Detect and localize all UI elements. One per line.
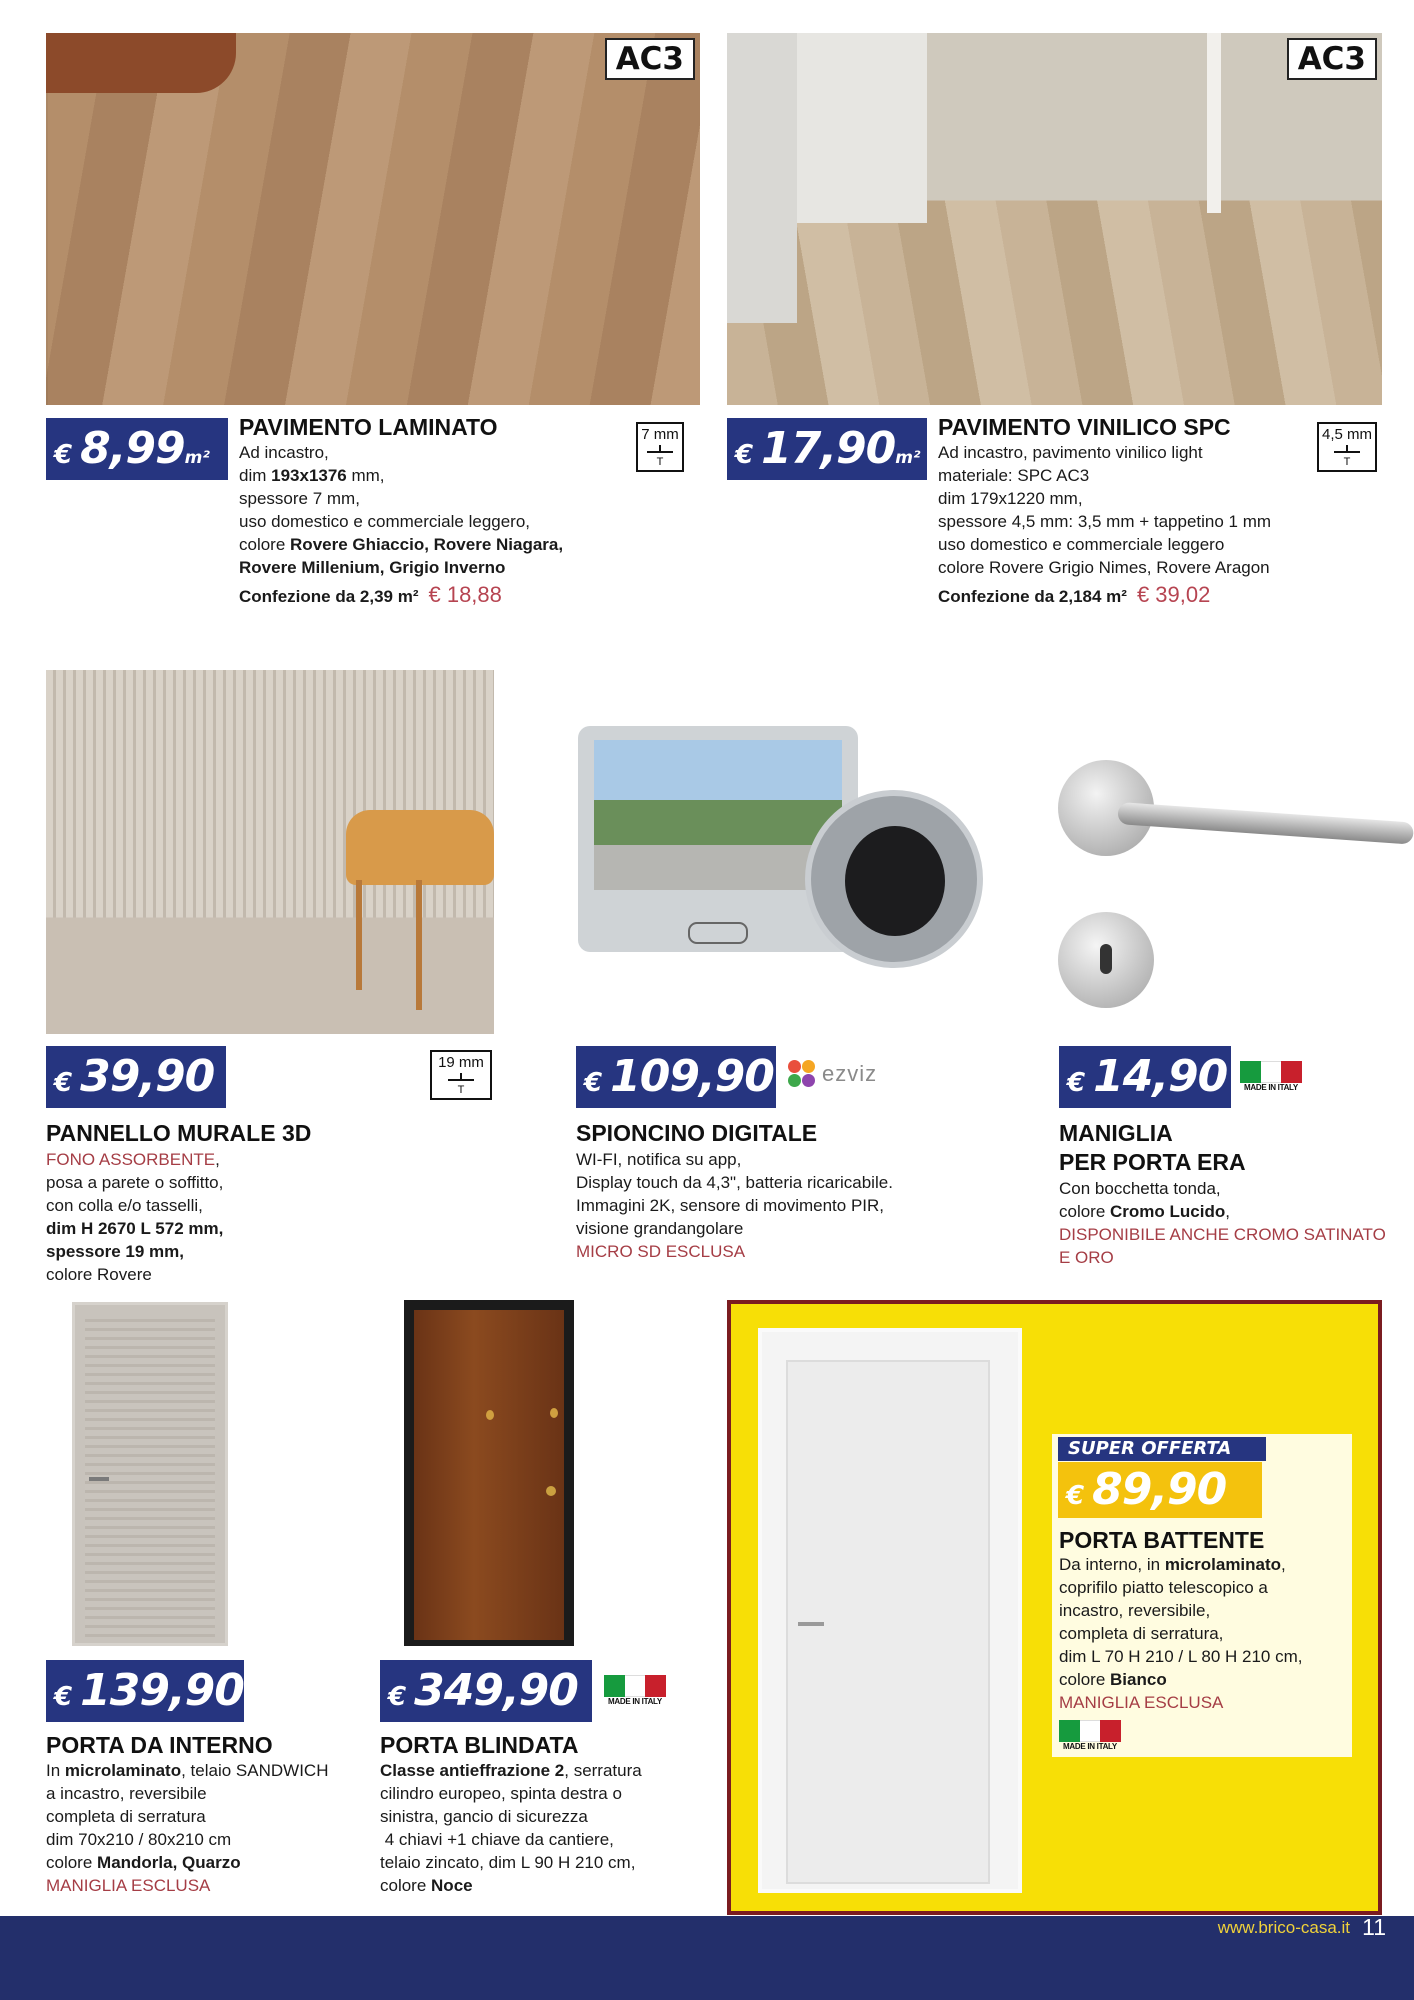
chair-leg xyxy=(356,880,362,990)
laminate-floor-photo xyxy=(46,33,700,405)
armored-door-photo xyxy=(404,1300,574,1646)
pannello-line-5: colore Rovere xyxy=(46,1265,152,1284)
spioncino-description xyxy=(576,1148,893,1263)
porta-battente-line-4: completa di serratura, xyxy=(1059,1624,1224,1643)
price-value: 139,90 xyxy=(80,1665,244,1716)
porta-blindata-line-4: 4 chiavi +1 chiave da cantiere, xyxy=(380,1830,614,1849)
pannello-line-1: posa a parete o soffitto, xyxy=(46,1173,224,1192)
porta-blindata-line-2: cilindro europeo, spinta destra o xyxy=(380,1784,622,1803)
laminato-line-dim: dim 193x1376 mm, xyxy=(239,466,385,485)
pannello-line-4: spessore 19 mm, xyxy=(46,1242,184,1261)
porta-battente-line-5: dim L 70 H 210 / L 80 H 210 cm, xyxy=(1059,1647,1303,1666)
price-unit: m² xyxy=(184,448,210,468)
super-offerta-label: SUPER OFFERTA xyxy=(1058,1437,1266,1461)
porta-blindata-description xyxy=(380,1759,642,1897)
thickness-icon: 19 mm T xyxy=(430,1050,492,1100)
porta-interno-price-tag xyxy=(46,1660,244,1722)
ac3-badge: AC3 xyxy=(605,38,695,80)
price-value: 109,90 xyxy=(610,1051,774,1102)
table-leg xyxy=(1207,33,1221,213)
currency-symbol: € xyxy=(584,1068,603,1098)
spioncino-price-tag xyxy=(576,1046,776,1108)
maniglia-red-1: DISPONIBILE ANCHE CROMO SATINATO xyxy=(1059,1225,1386,1244)
spioncino-red-line: MICRO SD ESCLUSA xyxy=(576,1242,746,1261)
porta-battente-line-2: coprifilo piatto telescopico a xyxy=(1059,1578,1268,1597)
laminato-line-colore: colore Rovere Ghiaccio, Rovere Niagara, xyxy=(239,535,564,554)
maniglia-red-2: E ORO xyxy=(1059,1248,1114,1267)
price-value: 39,90 xyxy=(80,1051,215,1102)
laminato-pack: Confezione da 2,39 m² € 18,88 xyxy=(239,582,502,607)
porta-battente-title: PORTA BATTENTE xyxy=(1059,1527,1265,1553)
thickness-icon: 4,5 mm T xyxy=(1317,422,1377,472)
pannello-description xyxy=(46,1148,223,1286)
maniglia-title: MANIGLIA PER PORTA ERA xyxy=(1059,1120,1246,1175)
porta-interno-line-1: In microlaminato, telaio SANDWICH xyxy=(46,1761,329,1780)
porta-blindata-title: PORTA BLINDATA xyxy=(380,1732,579,1758)
spioncino-title: SPIONCINO DIGITALE xyxy=(576,1120,818,1146)
ezviz-logo xyxy=(788,1060,877,1088)
porta-battente-price-tag xyxy=(1058,1462,1262,1518)
vinilico-line-2: materiale: SPC AC3 xyxy=(938,466,1090,485)
laminato-line-4: uso domestico e commerciale leggero, xyxy=(239,512,531,531)
spioncino-line-1: WI-FI, notifica su app, xyxy=(576,1150,742,1169)
porta-interno-title: PORTA DA INTERNO xyxy=(46,1732,273,1758)
spioncino-line-2: Display touch da 4,3", batteria ricaricabile. xyxy=(576,1173,893,1192)
vinilico-price-tag xyxy=(727,418,927,480)
cabinet-shape xyxy=(797,33,927,223)
currency-symbol: € xyxy=(735,440,754,470)
pannello-line-3: dim H 2670 L 572 mm, xyxy=(46,1219,224,1238)
maniglia-line-1: Con bocchetta tonda, xyxy=(1059,1179,1221,1198)
peephole-camera xyxy=(805,790,983,968)
cabinet-shape-2 xyxy=(727,33,797,323)
currency-symbol: € xyxy=(54,1068,73,1098)
thickness-icon: 7 mm T xyxy=(636,422,684,472)
made-in-italy-flag: MADE IN ITALY xyxy=(1240,1061,1302,1092)
price-value: 349,90 xyxy=(414,1665,578,1716)
chair-seat xyxy=(346,810,494,885)
porta-interno-line-3: completa di serratura xyxy=(46,1807,206,1826)
porta-interno-description xyxy=(46,1759,328,1897)
chair-leg-2 xyxy=(416,880,422,1010)
ezviz-logo-icon xyxy=(788,1060,816,1088)
currency-symbol: € xyxy=(388,1682,407,1712)
vinilico-line-3: dim 179x1220 mm, xyxy=(938,489,1083,508)
porta-battente-red-line: MANIGLIA ESCLUSA xyxy=(1059,1693,1224,1712)
laminato-line-3: spessore 7 mm, xyxy=(239,489,360,508)
currency-symbol: € xyxy=(54,440,73,470)
laminato-line-6: Rovere Millenium, Grigio Inverno xyxy=(239,558,506,577)
interior-door-photo xyxy=(72,1302,228,1646)
spioncino-line-3: Immagini 2K, sensore di movimento PIR, xyxy=(576,1196,885,1215)
vinilico-title: PAVIMENTO VINILICO SPC xyxy=(938,414,1231,440)
pannello-price-tag xyxy=(46,1046,226,1108)
currency-symbol: € xyxy=(1066,1481,1085,1511)
porta-interno-line-2: a incastro, reversibile xyxy=(46,1784,207,1803)
laminato-description xyxy=(239,441,563,608)
porta-blindata-line-5: telaio zincato, dim L 90 H 210 cm, xyxy=(380,1853,636,1872)
spioncino-line-4: visione grandangolare xyxy=(576,1219,744,1238)
page-number: 11 xyxy=(1362,1914,1386,1940)
ac3-badge-2: AC3 xyxy=(1287,38,1377,80)
porta-battente-line-colore: colore Bianco xyxy=(1059,1670,1167,1689)
vinilico-description xyxy=(938,441,1271,608)
vinilico-line-4: spessore 4,5 mm: 3,5 mm + tappetino 1 mm xyxy=(938,512,1272,531)
maniglia-line-colore: colore Cromo Lucido, xyxy=(1059,1202,1230,1221)
pannello-line-2: con colla e/o tasselli, xyxy=(46,1196,203,1215)
made-in-italy-flag: MADE IN ITALY xyxy=(604,1675,666,1706)
door-handle-photo xyxy=(1058,752,1358,1022)
price-unit: m² xyxy=(895,448,921,468)
porta-blindata-line-3: sinistra, gancio di sicurezza xyxy=(380,1807,588,1826)
sofa-shape xyxy=(46,33,236,93)
currency-symbol: € xyxy=(54,1682,73,1712)
laminato-title: PAVIMENTO LAMINATO xyxy=(239,414,498,440)
porta-blindata-price-tag xyxy=(380,1660,592,1722)
porta-battente-line-1: Da interno, in microlaminato, xyxy=(1059,1555,1286,1574)
porta-blindata-line-1: Classe antieffrazione 2, serratura xyxy=(380,1761,642,1780)
pannello-red-line: FONO ASSORBENTE, xyxy=(46,1150,220,1169)
vinilico-line-5: uso domestico e commerciale leggero xyxy=(938,535,1225,554)
currency-symbol: € xyxy=(1067,1068,1086,1098)
vinilico-pack: Confezione da 2,184 m² € 39,02 xyxy=(938,582,1211,607)
made-in-italy-flag: MADE IN ITALY xyxy=(1059,1720,1121,1751)
ezviz-brand-text: ezviz xyxy=(822,1061,878,1086)
wall-panel-photo xyxy=(46,670,494,1034)
price-value: 8,99 xyxy=(80,423,185,474)
laminato-price-tag xyxy=(46,418,228,480)
maniglia-description xyxy=(1059,1177,1386,1269)
price-value: 14,90 xyxy=(1093,1051,1228,1102)
white-door-photo xyxy=(758,1328,1022,1893)
porta-interno-line-colore: colore Mandorla, Quarzo xyxy=(46,1853,241,1872)
porta-interno-red-line: MANIGLIA ESCLUSA xyxy=(46,1876,211,1895)
price-value: 17,90 xyxy=(761,423,896,474)
vinilico-line-6: colore Rovere Grigio Nimes, Rovere Aragon xyxy=(938,558,1270,577)
maniglia-price-tag xyxy=(1059,1046,1231,1108)
pannello-title: PANNELLO MURALE 3D xyxy=(46,1120,312,1146)
porta-interno-line-4: dim 70x210 / 80x210 cm xyxy=(46,1830,232,1849)
price-value: 89,90 xyxy=(1092,1464,1227,1515)
porta-battente-line-3: incastro, reversibile, xyxy=(1059,1601,1211,1620)
vinilico-line-1: Ad incastro, pavimento vinilico light xyxy=(938,443,1203,462)
porta-blindata-line-colore: colore Noce xyxy=(380,1876,473,1895)
vinyl-floor-photo xyxy=(727,33,1382,405)
footer-bar xyxy=(0,1916,1414,2000)
laminato-line-1: Ad incastro, xyxy=(239,443,329,462)
porta-battente-description xyxy=(1059,1553,1302,1714)
website-link[interactable]: www.brico-casa.it xyxy=(1217,1918,1350,1937)
